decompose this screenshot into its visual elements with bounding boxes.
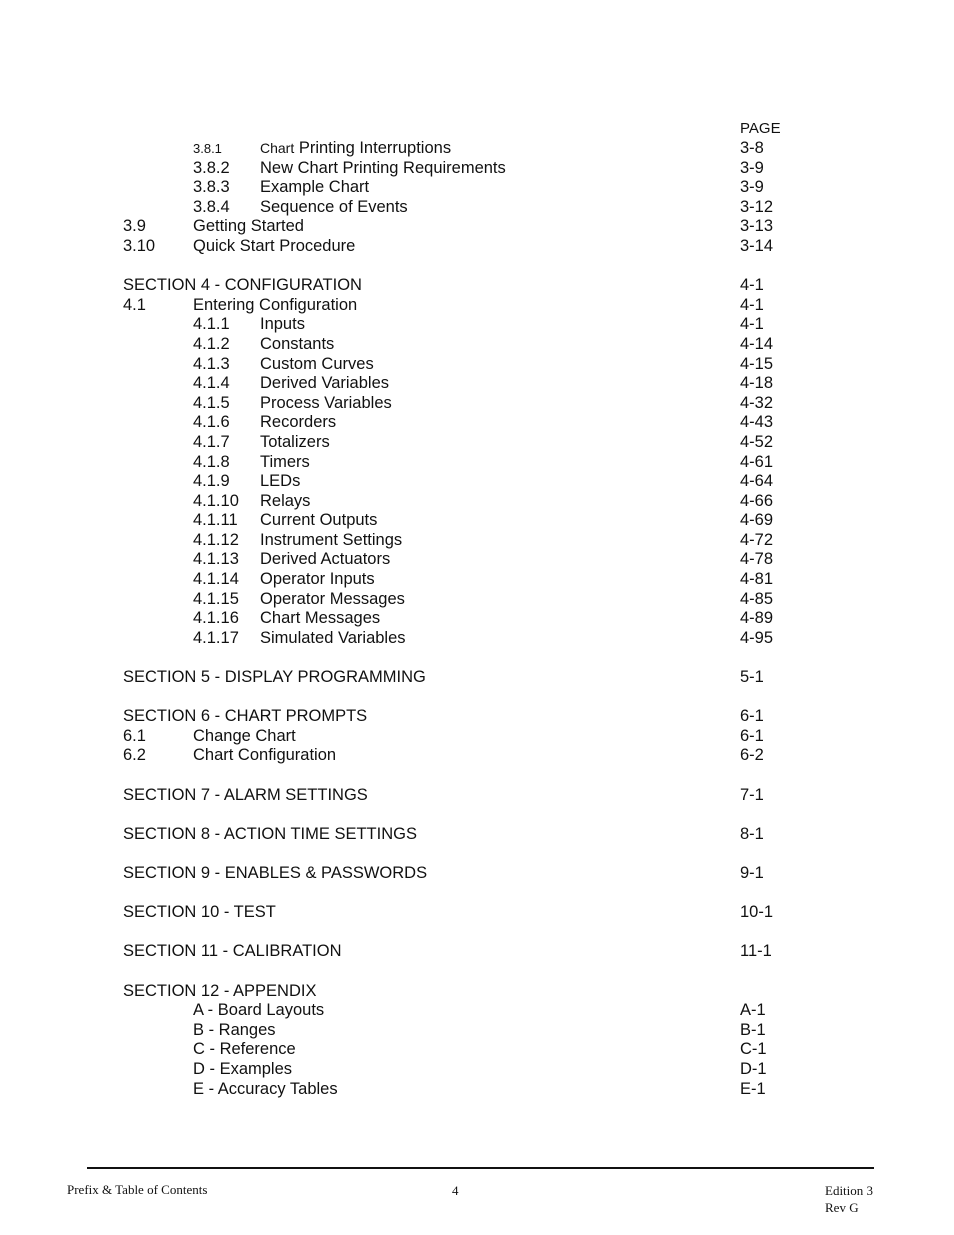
toc-entry-title: Simulated Variables xyxy=(260,628,406,647)
toc-entry-page: 11-1 xyxy=(740,942,772,961)
toc-entry-number: 3.8.3 xyxy=(193,178,230,197)
toc-entry-page: 6-2 xyxy=(740,746,764,765)
toc-entry-title: B - Ranges xyxy=(193,1020,276,1039)
toc-entry-number: 4.1.5 xyxy=(193,393,230,412)
toc-entry xyxy=(0,1080,954,1100)
toc-entry-title: Recorders xyxy=(260,413,337,432)
toc-entry-number: 4.1.8 xyxy=(193,452,230,471)
toc-entry-title: C - Reference xyxy=(193,1040,296,1059)
toc-section-heading xyxy=(0,825,954,845)
toc-entry-page: E-1 xyxy=(740,1079,766,1098)
toc-entry xyxy=(0,1060,954,1080)
toc-entry-title: SECTION 11 - CALIBRATION xyxy=(123,942,342,961)
footer-revision-line: Rev G xyxy=(825,1200,859,1215)
toc-entry xyxy=(0,609,954,629)
toc-entry-page: 4-18 xyxy=(740,374,774,393)
toc-entry-page: 8-1 xyxy=(740,824,764,843)
toc-entry xyxy=(0,374,954,394)
toc-entry-title: SECTION 8 - ACTION TIME SETTINGS xyxy=(123,824,417,843)
toc-entry xyxy=(0,433,954,453)
toc-entry-title: SECTION 12 - APPENDIX xyxy=(123,981,317,1000)
toc-entry-number: 4.1.4 xyxy=(193,374,230,393)
toc-entry-number: 4.1.14 xyxy=(193,570,239,589)
toc-section-heading xyxy=(0,707,954,727)
toc-entry-title: SECTION 6 - CHART PROMPTS xyxy=(123,707,368,726)
toc-entry-page: 4-72 xyxy=(740,530,774,549)
toc-entry-page: 3-8 xyxy=(740,139,764,157)
toc-entry-title: Derived Actuators xyxy=(260,550,391,569)
toc-entry xyxy=(0,355,954,375)
toc-entry-page: 7-1 xyxy=(740,785,764,804)
toc-entry-number: 4.1.6 xyxy=(193,413,230,432)
toc-entry-page: 6-1 xyxy=(740,707,764,726)
toc-entry-number: 4.1.2 xyxy=(193,334,230,353)
toc-entry xyxy=(0,178,954,198)
toc-entry-number: 3.9 xyxy=(123,217,146,236)
toc-entry-title: Example Chart xyxy=(260,178,370,197)
toc-entry-title xyxy=(260,139,451,159)
toc-entry-title: LEDs xyxy=(260,472,301,491)
toc-entry-page: 3-9 xyxy=(740,158,764,177)
toc-entry-page: 4-61 xyxy=(740,452,774,471)
toc-entry-number: 6.1 xyxy=(123,726,146,745)
toc-entry-title: Quick Start Procedure xyxy=(193,236,356,255)
toc-entry-title: Operator Inputs xyxy=(260,570,375,589)
toc-entry xyxy=(0,590,954,610)
toc-entry-page: 4-64 xyxy=(740,472,774,491)
toc-entry-title: Process Variables xyxy=(260,393,392,412)
toc-entry-title: Chart Messages xyxy=(260,609,381,628)
toc-entry-page: 4-1 xyxy=(740,315,764,334)
toc-entry xyxy=(0,1001,954,1021)
footer-document-title: Prefix & Table of Contents xyxy=(67,1182,208,1197)
page-column-header: PAGE xyxy=(740,120,781,137)
toc-entry-title: Derived Variables xyxy=(260,374,390,393)
toc-section-heading xyxy=(0,668,954,688)
toc-entry-title: Entering Configuration xyxy=(193,295,358,314)
toc-entry-page: 3-9 xyxy=(740,178,764,197)
toc-entry-title: A - Board Layouts xyxy=(193,1001,325,1020)
toc-entry xyxy=(0,159,954,179)
toc-entry-title: SECTION 4 - CONFIGURATION xyxy=(123,276,362,295)
toc-entry-page: D-1 xyxy=(740,1059,767,1078)
footer-divider xyxy=(87,1167,874,1169)
table-of-contents xyxy=(0,139,954,1099)
toc-entry-number: 4.1.11 xyxy=(193,511,238,530)
toc-entry-title-text: Printing Interruptions xyxy=(294,139,452,157)
toc-entry-number: 3.8.1 xyxy=(193,141,222,156)
toc-section-heading xyxy=(0,903,954,923)
toc-entry-page: 10-1 xyxy=(740,903,774,922)
toc-entry-number: 4.1.3 xyxy=(193,354,230,373)
toc-section-heading xyxy=(0,982,954,1002)
toc-entry-title-prefix: Chart xyxy=(260,140,295,156)
footer-edition xyxy=(825,1182,873,1216)
toc-entry xyxy=(0,570,954,590)
toc-entry xyxy=(0,727,954,747)
toc-entry-number: 4.1.10 xyxy=(193,491,239,510)
toc-entry xyxy=(0,296,954,316)
toc-entry-title: Instrument Settings xyxy=(260,530,403,549)
toc-entry-page: 9-1 xyxy=(740,863,764,882)
toc-entry xyxy=(0,394,954,414)
toc-entry-title: Relays xyxy=(260,491,311,510)
toc-entry-title: Totalizers xyxy=(260,432,330,451)
toc-entry xyxy=(0,1040,954,1060)
toc-entry xyxy=(0,453,954,473)
toc-entry-page: 4-1 xyxy=(740,276,764,295)
toc-entry-page: 4-81 xyxy=(740,570,774,589)
toc-entry-page: 4-66 xyxy=(740,491,774,510)
toc-entry xyxy=(0,511,954,531)
toc-entry-title: Chart Configuration xyxy=(193,746,337,765)
toc-entry-page: 4-32 xyxy=(740,393,774,412)
toc-entry-page: 4-85 xyxy=(740,589,774,608)
toc-entry-title: Getting Started xyxy=(193,217,304,236)
toc-entry-number: 3.10 xyxy=(123,236,156,255)
toc-entry-number: 4.1.15 xyxy=(193,589,239,608)
toc-entry-title: SECTION 7 - ALARM SETTINGS xyxy=(123,785,368,804)
toc-entry-number: 4.1.7 xyxy=(193,432,230,451)
toc-entry-number: 4.1.16 xyxy=(193,609,239,628)
toc-entry xyxy=(0,550,954,570)
toc-section-heading xyxy=(0,864,954,884)
toc-entry-page: 5-1 xyxy=(740,668,764,687)
toc-entry-number: 6.2 xyxy=(123,746,146,765)
toc-entry xyxy=(0,315,954,335)
toc-section-heading xyxy=(0,276,954,296)
toc-entry-number: 4.1.17 xyxy=(193,628,239,647)
toc-entry-title: SECTION 10 - TEST xyxy=(123,903,276,922)
toc-entry xyxy=(0,746,954,766)
toc-entry-title: Timers xyxy=(260,452,310,471)
toc-entry-title: New Chart Printing Requirements xyxy=(260,158,506,177)
toc-entry-number: 4.1.12 xyxy=(193,530,239,549)
toc-entry xyxy=(0,198,954,218)
toc-entry-title: Change Chart xyxy=(193,726,296,745)
toc-entry xyxy=(0,217,954,237)
toc-entry-title: Sequence of Events xyxy=(260,197,408,216)
toc-entry-title: Operator Messages xyxy=(260,589,405,608)
toc-entry xyxy=(0,139,954,159)
toc-section-heading xyxy=(0,786,954,806)
toc-entry-page: 3-12 xyxy=(740,197,774,216)
toc-entry-number: 4.1.9 xyxy=(193,472,230,491)
toc-entry xyxy=(0,531,954,551)
toc-entry-title: E - Accuracy Tables xyxy=(193,1079,338,1098)
toc-entry-title: Custom Curves xyxy=(260,354,374,373)
toc-entry-page: 4-43 xyxy=(740,413,774,432)
toc-entry-title: D - Examples xyxy=(193,1059,293,1078)
toc-entry xyxy=(0,413,954,433)
toc-entry-page: 4-89 xyxy=(740,609,774,628)
toc-entry-page: 3-13 xyxy=(740,217,774,236)
toc-entry-page: 4-95 xyxy=(740,628,774,647)
footer-page-number: 4 xyxy=(452,1183,459,1198)
toc-entry xyxy=(0,629,954,649)
toc-entry-page: A-1 xyxy=(740,1001,766,1020)
toc-entry-title: SECTION 5 - DISPLAY PROGRAMMING xyxy=(123,668,426,687)
toc-section-heading xyxy=(0,942,954,962)
toc-entry-page: 4-52 xyxy=(740,432,774,451)
toc-entry-number: 3.8.2 xyxy=(193,158,230,177)
toc-entry-title: Constants xyxy=(260,334,335,353)
toc-entry-page: C-1 xyxy=(740,1040,767,1059)
toc-entry-title: SECTION 9 - ENABLES & PASSWORDS xyxy=(123,863,428,882)
toc-entry xyxy=(0,1021,954,1041)
toc-entry xyxy=(0,335,954,355)
toc-entry-page: 4-1 xyxy=(740,295,764,314)
toc-entry-page: 4-78 xyxy=(740,550,774,569)
toc-entry-page: 4-14 xyxy=(740,334,774,353)
toc-entry xyxy=(0,237,954,257)
toc-entry-number: 4.1.1 xyxy=(193,315,230,334)
toc-entry-page: 4-69 xyxy=(740,511,774,530)
toc-entry-page: 4-15 xyxy=(740,354,774,373)
footer-edition-line: Edition 3 xyxy=(825,1183,874,1198)
toc-entry xyxy=(0,472,954,492)
toc-entry xyxy=(0,492,954,512)
toc-entry-page: 3-14 xyxy=(740,236,774,255)
toc-entry-title: Current Outputs xyxy=(260,511,378,530)
toc-entry-page: B-1 xyxy=(740,1020,766,1039)
toc-entry-page: 6-1 xyxy=(740,726,764,745)
toc-entry-number: 4.1.13 xyxy=(193,550,239,569)
toc-entry-number: 4.1 xyxy=(123,295,146,314)
toc-entry-number: 3.8.4 xyxy=(193,197,230,216)
toc-entry-title: Inputs xyxy=(260,315,305,334)
